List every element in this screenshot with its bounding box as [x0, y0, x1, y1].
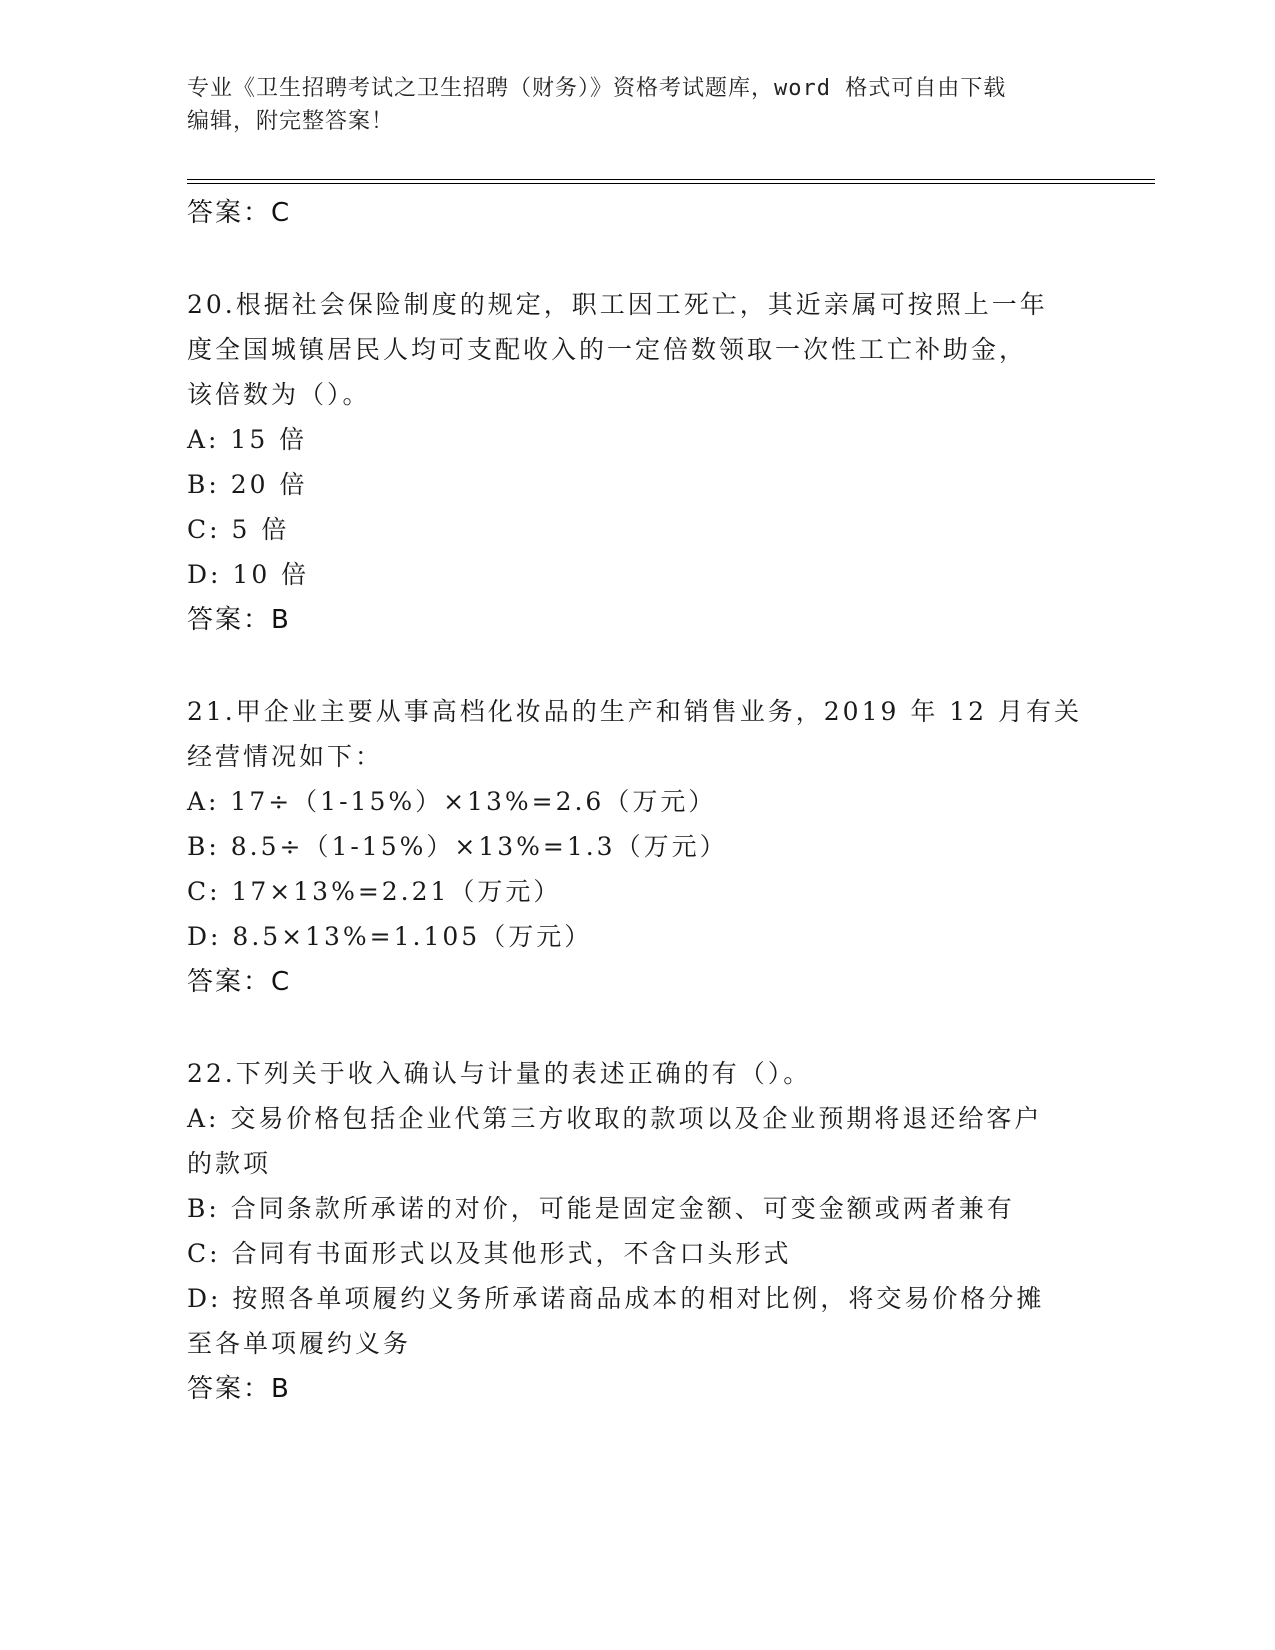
question-stem-line: 20.根据社会保险制度的规定，职工因工死亡，其近亲属可按照上一年: [187, 290, 1048, 319]
option-c: C: 合同有书面形式以及其他形式，不含口头形式: [187, 1239, 792, 1268]
option-b: B: 合同条款所承诺的对价，可能是固定金额、可变金额或两者兼有: [187, 1194, 1015, 1223]
header-line-2: 编辑，附完整答案！: [187, 109, 395, 134]
answer-21: 答案：C: [187, 967, 292, 997]
question-stem-line: 22.下列关于收入确认与计量的表述正确的有（）。: [187, 1059, 812, 1088]
spacer: [187, 643, 1087, 689]
question-stem-line: 经营情况如下：: [187, 742, 384, 771]
option-d: D: 10 倍: [187, 560, 310, 589]
question-22: [187, 1051, 1087, 1412]
option-b: B: 8.5÷（1-15%）×13%=1.3（万元）: [187, 832, 728, 861]
document-body: [187, 190, 1087, 1412]
spacer: [187, 236, 1087, 282]
option-d-continued: 至各单项履约义务: [187, 1329, 412, 1358]
header-rule-top: [187, 179, 1155, 180]
page-header: [187, 72, 1087, 138]
option-a: A: 交易价格包括企业代第三方收取的款项以及企业预期将退还给客户: [187, 1104, 1043, 1133]
option-a: A: 17÷（1-15%）×13%=2.6（万元）: [187, 787, 717, 816]
spacer: [187, 1005, 1087, 1051]
option-c: C: 5 倍: [187, 515, 290, 544]
option-b: B: 20 倍: [187, 470, 308, 499]
question-stem-line: 度全国城镇居民人均可支配收入的一定倍数领取一次性工亡补助金，: [187, 335, 1028, 364]
question-stem-line: 21.甲企业主要从事高档化妆品的生产和销售业务，2019 年 12 月有关: [187, 697, 1083, 726]
answer-previous: 答案：C: [187, 198, 292, 228]
header-line-1: 专业《卫生招聘考试之卫生招聘（财务）》资格考试题库，word 格式可自由下载: [187, 76, 1007, 101]
question-21: [187, 689, 1087, 1005]
header-rule-bottom: [187, 183, 1155, 184]
question-stem-line: 该倍数为（）。: [187, 380, 371, 409]
answer-20: 答案：B: [187, 605, 291, 635]
option-d: D: 按照各单项履约义务所承诺商品成本的相对比例，将交易价格分摊: [187, 1284, 1045, 1313]
option-c: C: 17×13%=2.21（万元）: [187, 877, 562, 906]
option-a: A: 15 倍: [187, 425, 308, 454]
option-a-continued: 的款项: [187, 1149, 272, 1178]
question-20: [187, 282, 1087, 643]
answer-22: 答案：B: [187, 1374, 291, 1404]
option-d: D: 8.5×13%=1.105（万元）: [187, 922, 593, 951]
